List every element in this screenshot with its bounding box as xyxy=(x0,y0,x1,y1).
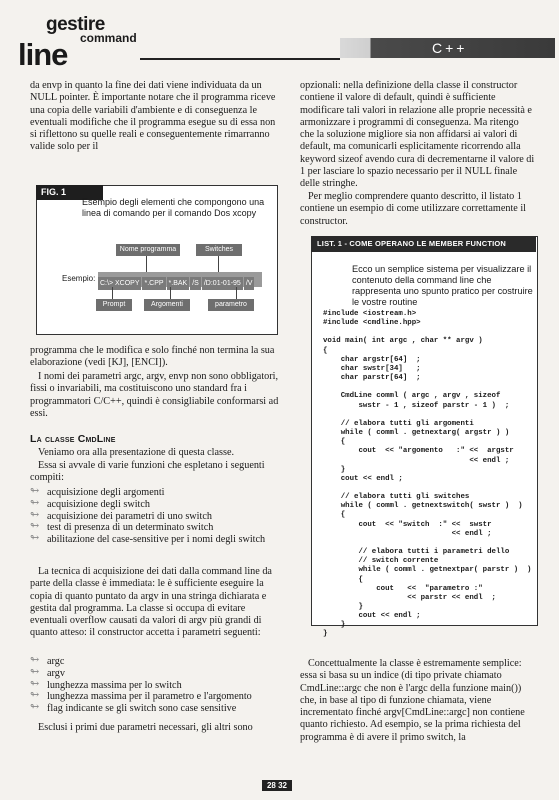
listing-code: #include <iostream.h> #include <cmdline.hpp> void main( int argc , char ** argv ) { char argstr[64] ; char swstr[34] ; char parstr[64] ; CmdLine comml ( argc , argv , sizeof swstr - 1 , sizeof parstr - 1 ) ; // elabora tutti gli argomenti while ( comml . getnextarg( argstr ) ) { cout << "argomento :" << argstr << endl ; } cout << endl ; // elabora tutti gli switches while ( comml . getnextswitch( swstr ) ) { cout << "switch :" << swstr << endl ; // elabora tutti i parametri dello // switch corrente while ( comml . getnextpar( parstr ) ) { cout << "parametro :" << parstr << endl ; } cout << endl ; } } xyxy=(323,310,532,639)
figure-label-args: Argomenti xyxy=(144,299,190,311)
logo-gestire: gestire xyxy=(46,14,105,35)
list-item: ↬ lunghezza massima per il parametro e l'argomento xyxy=(30,691,282,703)
tasks-list xyxy=(30,487,282,546)
left-paragraph-7: Esclusi i primi due parametri necessari, gli altri sono xyxy=(38,722,253,733)
list-item: ↬ acquisizione degli switch xyxy=(30,499,282,511)
figure-label-program: Nome programma xyxy=(116,244,180,256)
list-item: ↬ acquisizione degli argomenti xyxy=(30,487,282,499)
logo-command: command xyxy=(80,31,137,45)
cmd-segment: *.BAK xyxy=(167,277,190,290)
cmd-segment: /D:01-01-95 xyxy=(202,277,243,290)
left-paragraph-5: Essa si avvale di varie funzioni che espletano i seguenti compiti: xyxy=(30,460,265,484)
left-paragraph-2: programma che le modifica e solo finché non termina la sua elaborazione (vedi [KJ], [ENCI]). xyxy=(30,345,275,369)
right-paragraph-1: opzionali: nella definizione della classe il constructor contiene il valore di default, quindi è sufficiente modificare tali valori in relazione alle proprie necessità e armonizzare i programmi di conseguenza. Ma ritengo che la soluzione migliore sia non affidarsi ai valori di default, ma comunicarli esplicitamente ricorrendo alla keyword sizeof avendo cura di decrementarne il valore di 1 per lasciare lo spazio necessario per il NULL finale delle stringhe. xyxy=(300,80,535,190)
list-item: ↬ argc xyxy=(30,656,282,668)
params-list xyxy=(30,656,282,715)
cmd-segment: C:\> XCOPY xyxy=(98,277,141,290)
left-paragraph-6: La tecnica di acquisizione dei dati dalla command line da parte della classe è immediata: le è sufficiente eseguire la copia di quanto puntato da argv in una stringa dichiarata e gestita dal programma. La classe si occupa di evitare eventuali overflow causati da valori di argv più grandi di quanto atteso: il constructor accetta i parametri seguenti: xyxy=(30,566,272,639)
figure-tab: FIG. 1 xyxy=(36,185,103,200)
figure-example-label: Esempio: xyxy=(62,274,96,283)
list-item: ↬ lunghezza massima per lo switch xyxy=(30,680,282,692)
list-item: ↬ argv xyxy=(30,668,282,680)
listing-caption: Ecco un semplice sistema per visualizzare il contenuto della command line che rappresenta uno spunto pratico per costruire le vostre routine xyxy=(352,264,533,307)
figure-connector xyxy=(146,256,147,272)
list-item: ↬ abilitazione del case-sensitive per i nomi degli switch xyxy=(30,534,282,546)
left-paragraph-3: I nomi dei parametri argc, argv, envp non sono obbligatori, fissi o invariabili, ma costituiscono uno standard fra i programmatori C/C++, quindi è consigliabile conformarsi ad essi. xyxy=(30,371,279,419)
cmd-segment: /S xyxy=(190,277,201,290)
figure-connector xyxy=(218,256,219,272)
figure-caption: Esempio degli elementi che compongono una linea di comando per il comando Dos xcopy xyxy=(82,197,265,218)
cmd-segment: *.CPP xyxy=(142,277,165,290)
figure-connector xyxy=(236,287,237,299)
left-paragraph-4: Veniamo ora alla presentazione di questa classe. xyxy=(38,447,235,458)
cmd-segment: /V xyxy=(244,277,255,290)
right-paragraph-3: Concettualmente la classe è estremamente semplice: essa si basa su un indice (di tipo private chiamato CmdLine::argc che non è l'argc della funzione main()) che, in base al tipo di funzione chiamata, viene incrementato finché argv[CmdLine::argc] non contiene quanto richiesto. Ad esempio, se la prima richiesta del programma è di avere il primo switch, la xyxy=(300,658,525,743)
figure-connector xyxy=(170,287,171,299)
right-paragraph-2: Per meglio comprendere quanto descritto, il listato 1 contiene un esempio di come utilizzare correttamente il constructor. xyxy=(300,191,527,227)
list-item: ↬ test di presenza di un determinato switch xyxy=(30,522,282,534)
list-item: ↬ acquisizione dei parametri di uno switch xyxy=(30,511,282,523)
list-item: ↬ flag indicante se gli switch sono case sensitive xyxy=(30,703,282,715)
section-label: C++ xyxy=(432,40,468,56)
logo-line: line xyxy=(18,37,68,72)
section-band xyxy=(340,38,555,58)
figure-connector xyxy=(112,287,113,299)
figure-label-switches: Switches xyxy=(196,244,242,256)
page-number: 28 32 xyxy=(262,780,292,791)
figure-command-line xyxy=(98,272,262,287)
header-rule xyxy=(140,58,340,60)
left-paragraph-1: da envp in quanto la fine dei dati viene individuata da un NULL pointer. È importante notare che il programma riceve una copia delle variabili d'ambiente e di conseguenza le eventuali modifiche che il programma esegue su di essa non si riflettono su quelle reali e conseguentemente rimarranno valide solo per il xyxy=(30,80,276,153)
section-heading: La classe CmdLine xyxy=(30,433,116,445)
listing-tab: LIST. 1 - COME OPERANO LE MEMBER FUNCTION xyxy=(311,236,536,252)
figure-label-prompt: Prompt xyxy=(96,299,132,311)
figure-label-param: parametro xyxy=(208,299,254,311)
